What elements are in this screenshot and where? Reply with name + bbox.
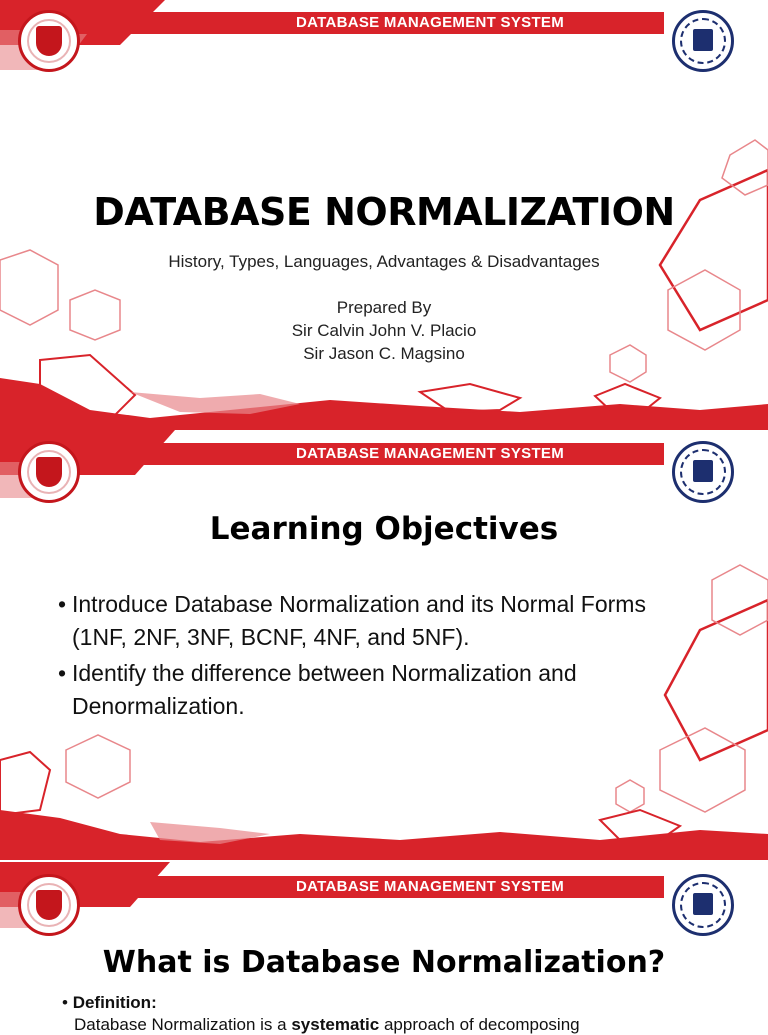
definition-label: Definition: — [72, 993, 157, 1012]
prepared-by-label: Prepared By — [336, 298, 432, 317]
course-banner: DATABASE MANAGEMENT SYSTEM — [46, 12, 664, 34]
definition-text: Database Normalization is a systematic approach of decomposing — [74, 1015, 580, 1034]
definition-block: • Definition: Database Normalization is a systematic approach of decomposing — [62, 993, 762, 1035]
college-seal-icon — [672, 874, 734, 936]
college-seal-icon — [672, 441, 734, 503]
university-seal-icon — [18, 874, 80, 936]
college-seal-icon — [672, 10, 734, 72]
slide-subtitle: History, Types, Languages, Advantages & Disadvantages — [168, 252, 600, 271]
slide-title: What is Database Normalization? — [102, 945, 666, 980]
university-seal-icon — [18, 441, 80, 503]
author-name: Sir Calvin John V. Placio — [291, 321, 477, 340]
slide-title: DATABASE NORMALIZATION — [93, 190, 675, 234]
author-name: Sir Jason C. Magsino — [303, 344, 465, 363]
prepared-by-block — [0, 296, 768, 365]
slide-title: Learning Objectives — [209, 511, 559, 547]
list-item: • Identify the difference between Normalization and Denormalization. — [58, 660, 577, 719]
course-banner: DATABASE MANAGEMENT SYSTEM — [46, 876, 664, 898]
university-seal-icon — [18, 10, 80, 72]
slide-1 — [0, 0, 768, 430]
course-banner: DATABASE MANAGEMENT SYSTEM — [46, 443, 664, 465]
objectives-list — [58, 588, 698, 726]
list-item: • Introduce Database Normalization and its Normal Forms (1NF, 2NF, 3NF, BCNF, 4NF, and 5NF). — [58, 591, 646, 650]
